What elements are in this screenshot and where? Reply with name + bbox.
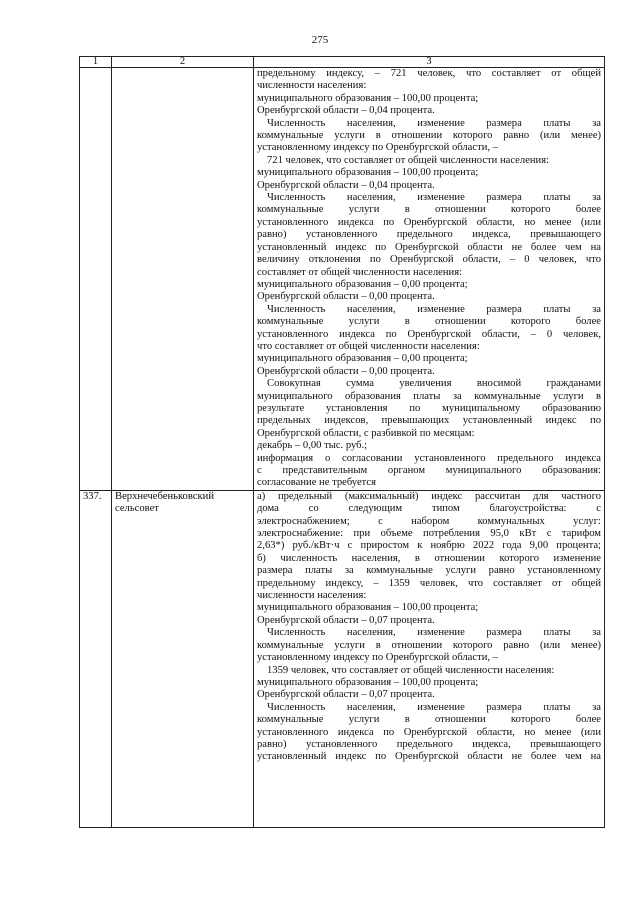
text-line: декабрь – 0,00 тыс. руб.; <box>257 440 368 452</box>
text-line: что составляет от общей численности населения: <box>257 340 480 352</box>
text-line: Численность населения, изменение размера платы за <box>267 117 601 129</box>
text-line: муниципального образования – 100,00 процента; <box>257 92 479 104</box>
text-line: муниципального образования платы за коммунальные услуги в <box>257 390 601 402</box>
row-description-cell <box>254 490 605 827</box>
text-line: Оренбургской области, с разбивкой по месяцам: <box>257 427 475 439</box>
text-line: численности населения: <box>257 590 367 602</box>
text-line: коммунальные услуги в отношении которого равно (или менее) <box>257 639 601 651</box>
text-line: установленного индекса по Оренбургской области, – 0 человек, <box>257 328 601 340</box>
text-line: согласование не требуется <box>257 477 377 489</box>
text-line: равно) установленного предельного индекса, превышающего <box>257 738 601 750</box>
text-line: установленному индексу по Оренбургской области, – <box>257 652 498 664</box>
text-line: Оренбургской области – 0,04 процента. <box>257 105 435 117</box>
text-line: муниципального образования – 100,00 процента; <box>257 167 479 179</box>
text-line: с представительным органом муниципального образования: <box>257 465 601 476</box>
text-line: коммунальные услуги в отношении которого равно (или менее) <box>257 130 601 142</box>
row-name-cell: Верхнечебеньковский сельсовет <box>112 490 254 827</box>
text-line: муниципального образования – 0,00 процента; <box>257 353 468 365</box>
text-line: Численность населения, изменение размера платы за <box>267 303 601 315</box>
text-line: установленного индекса по Оренбургской области, но менее (или <box>257 726 601 738</box>
text-line: предельному индексу, – 1359 человек, что составляет от общей <box>257 577 601 589</box>
row-description-cell <box>254 68 605 491</box>
header-col-1: 1 <box>80 57 112 68</box>
text-line: Численность населения, изменение размера платы за <box>267 701 601 713</box>
text-line: результате установления по муниципальному образованию <box>257 402 601 414</box>
text-line: коммунальные услуги в отношении которого более <box>257 204 601 216</box>
text-line: размера платы за коммунальные услуги равно установленному <box>257 565 601 577</box>
table-header-row <box>80 57 605 68</box>
row-number-cell: 337. <box>80 490 112 827</box>
table-row-337 <box>80 490 605 827</box>
text-line: величину отклонения по Оренбургской области, – 0 человек, что <box>257 254 601 266</box>
text-line: установленному индексу по Оренбургской области, – <box>257 142 498 154</box>
row-description-text <box>257 491 601 827</box>
text-line: дома со следующим типом благоустройства: с <box>257 503 601 515</box>
text-line: установленного индекса по Оренбургской области, но менее (или <box>257 216 601 228</box>
row-number-cell <box>80 68 112 491</box>
header-col-3: 3 <box>254 57 605 68</box>
data-table <box>79 56 605 828</box>
text-line: предельному индексу, – 721 человек, что составляет от общей <box>257 68 601 79</box>
text-line: информация о согласовании установленного предельного индекса <box>257 452 601 464</box>
text-line: Численность населения, изменение размера платы за <box>267 192 601 204</box>
text-line: Оренбургской области – 0,07 процента. <box>257 614 435 626</box>
text-line: численности населения: <box>257 80 367 92</box>
text-line: Численность населения, изменение размера платы за <box>267 627 601 639</box>
text-line: муниципального образования – 0,00 процента; <box>257 278 468 290</box>
page-number: 275 <box>311 34 329 46</box>
text-line: б) численность населения, в отношении которого изменение <box>257 552 601 564</box>
text-line: Совокупная сумма увеличения вносимой гражданами <box>267 378 601 390</box>
text-line: электроснабжением; с набором коммунальных услуг: <box>257 515 601 527</box>
text-line: 2,63*) руб./кВт·ч с приростом к ноябрю 2022 года 9,00 процента; <box>257 540 601 552</box>
text-line: установленный индекс по Оренбургской области не более чем на <box>257 241 601 253</box>
text-line: Оренбургской области – 0,00 процента. <box>257 291 435 303</box>
text-line: коммунальные услуги в отношении которого более <box>257 316 601 328</box>
table-row-continued <box>80 68 605 491</box>
text-line: коммунальные услуги в отношении которого более <box>257 714 601 726</box>
text-line: 721 человек, что составляет от общей численности населения: <box>267 154 550 166</box>
text-line: Оренбургской области – 0,00 процента. <box>257 365 435 377</box>
text-line: Оренбургской области – 0,07 процента. <box>257 689 435 701</box>
text-line: равно) установленного предельного индекса, превышающего <box>257 229 601 241</box>
text-line: установленный индекс по Оренбургской области не более чем на <box>257 751 601 763</box>
text-line: электроснабжение: при объеме потребления 95,0 кВт с тарифом <box>257 528 601 540</box>
text-line: а) предельный (максимальный) индекс рассчитан для частного <box>257 490 601 502</box>
row-name-cell <box>112 68 254 491</box>
text-line: предельных индексов, превышающих установленный индекс по <box>257 415 601 427</box>
text-line: составляет от общей численности населения: <box>257 266 463 278</box>
text-line: муниципального образования – 100,00 процента; <box>257 602 479 614</box>
header-col-2: 2 <box>112 57 254 68</box>
text-line: 1359 человек, что составляет от общей численности населения: <box>267 664 555 676</box>
text-line: муниципального образования – 100,00 процента; <box>257 676 479 688</box>
text-line: Оренбургской области – 0,04 процента. <box>257 179 435 191</box>
